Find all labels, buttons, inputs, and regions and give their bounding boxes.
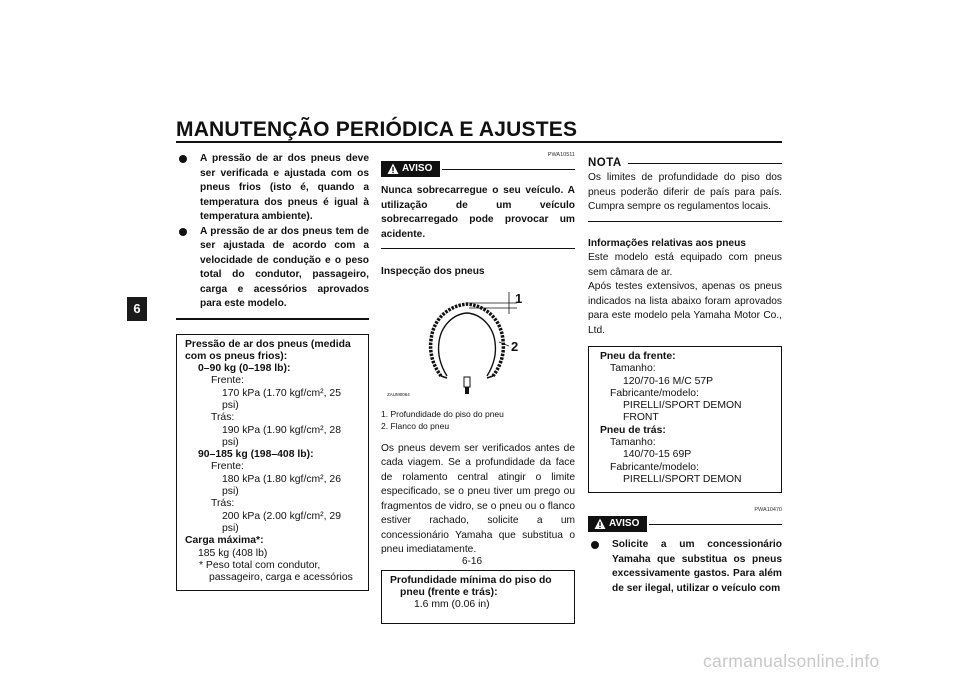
- bullet-text: A pressão de ar dos pneus tem de ser ajustada de acordo com a velocidade de condução e o peso total do condutor, passageiro, carga e acessórios aprovados para este modelo.: [200, 225, 369, 309]
- max-load-value: 185 kg (408 lb): [198, 547, 268, 559]
- page-title: MANUTENÇÃO PERIÓDICA E AJUSTES: [176, 118, 578, 141]
- aviso-badge: [588, 516, 647, 532]
- range1-rear-value: 190 kPa (1.90 kgf/cm², 28 psi): [222, 424, 341, 448]
- aviso-header: [588, 515, 782, 533]
- nota-label: NOTA: [588, 156, 622, 169]
- tyre-figure: [381, 284, 575, 409]
- warning-triangle-icon: [594, 518, 606, 530]
- column-3: [588, 152, 782, 596]
- section-heading: Inspecção dos pneus: [381, 266, 485, 277]
- front-label: Frente:: [211, 375, 244, 387]
- load-range-2: 90–185 kg (198–408 lb):: [198, 449, 314, 461]
- callout-2: 2: [511, 338, 519, 354]
- bullet-dot-icon: [179, 228, 187, 236]
- rear-label: Trás:: [211, 412, 235, 424]
- bullet-item: [588, 538, 782, 596]
- size-label: Tamanho:: [610, 437, 656, 449]
- column-2: [381, 152, 575, 624]
- nota-text: Os limites de profundidade do piso dos pneus poderão diferir de país para país. Cumpra sempre os regulamentos locais.: [588, 172, 782, 212]
- maker-label: Fabricante/modelo:: [610, 461, 699, 473]
- aviso-rule: [442, 169, 575, 170]
- inspection-body: Os pneus devem ser verificados antes de cada viagem. Se a profundidade da face de rolamento central atingir o limite especificado, se o pneu tiver um prego ou fragmentos de vidro, se o pneu ou o flanco estiver rachado, solicite a um concessionário Yamaha que substitua o pneu imediatamente.: [381, 442, 575, 555]
- rear-tyre-heading: Pneu de trás:: [600, 424, 666, 436]
- warning-end-rule: [176, 318, 369, 320]
- max-load-label: Carga máxima*:: [185, 535, 264, 547]
- page-number: 6-16: [462, 556, 483, 567]
- size-label: Tamanho:: [610, 363, 656, 375]
- front-model: FRONT: [623, 412, 659, 424]
- bullet-dot-icon: [179, 155, 187, 163]
- warning-code: PWA10511: [547, 152, 575, 158]
- load-range-1: 0–90 kg (0–198 lb):: [198, 363, 291, 375]
- info-heading: Informações relativas aos pneus: [588, 237, 746, 249]
- bullet-item: [176, 152, 369, 225]
- maker-label: Fabricante/modelo:: [610, 387, 699, 399]
- aviso-header: [381, 160, 575, 178]
- warning-text: Nunca sobrecarregue o seu veículo. A utilização de um veículo sobrecarregado pode provocar um acidente.: [381, 185, 575, 240]
- caption-2: 2. Flanco do pneu: [381, 420, 450, 431]
- info-paragraph-2: Após testes extensivos, apenas os pneus indicados na lista abaixo foram aprovados para este modelo pela Yamaha Motor Co., Ltd.: [588, 281, 782, 336]
- tyre-cross-section-illustration: [381, 284, 575, 409]
- bullet-text: A pressão de ar dos pneus deve ser verificada e ajustada com os pneus frios (isto é, quando a temperatura dos pneus é igual à temperatura ambiente).: [200, 153, 369, 222]
- bullet-text: Solicite a um concessionário Yamaha que substitua os pneus excessivamente gastos. Para além de ser ilegal, utilizar o veículo com: [612, 539, 782, 594]
- bullet-item: [176, 225, 369, 312]
- caption-1: 1. Profundidade do piso do pneu: [381, 408, 504, 419]
- front-maker: PIRELLI/SPORT DEMON: [623, 400, 742, 412]
- rear-maker: PIRELLI/SPORT DEMON: [623, 473, 742, 485]
- callout-1: 1: [515, 290, 523, 306]
- tyre-spec-box: [588, 346, 782, 493]
- nota-rule: [628, 163, 782, 164]
- rear-label: Trás:: [211, 498, 235, 510]
- depth-value: 1.6 mm (0.06 in): [414, 599, 490, 611]
- aviso-label: AVISO: [402, 163, 433, 174]
- column-1: [176, 152, 369, 591]
- warning-code: PWA10470: [754, 507, 782, 514]
- bullet-dot-icon: [591, 541, 599, 549]
- nota-header: [588, 155, 782, 171]
- range2-rear-value: 200 kPa (2.00 kgf/cm², 29 psi): [222, 510, 341, 534]
- aviso-label: AVISO: [609, 518, 640, 530]
- range2-front-value: 180 kPa (1.80 kgf/cm², 26 psi): [222, 473, 341, 498]
- tread-depth-box: [381, 570, 575, 625]
- aviso-badge: [381, 161, 440, 177]
- front-label: Frente:: [211, 461, 244, 473]
- pressure-spec-box: [176, 334, 369, 592]
- warning-triangle-icon: [387, 163, 399, 175]
- nota-end-rule: [588, 221, 782, 222]
- rear-size: 140/70-15 69P: [623, 449, 692, 461]
- footnote: * Peso total com condutor, passageiro, carga e acessórios: [199, 559, 353, 584]
- title-rule: [176, 141, 782, 143]
- range1-front-value: 170 kPa (1.70 kgf/cm², 25 psi): [222, 387, 341, 411]
- pressure-heading: Pressão de ar dos pneus (medida com os pneus frios):: [185, 338, 351, 362]
- front-size: 120/70-16 M/C 57P: [623, 375, 714, 387]
- aviso-rule: [649, 524, 782, 525]
- watermark: carmanualsonline.info: [703, 651, 880, 671]
- warning-end-rule: [381, 248, 575, 249]
- figure-captions: [381, 408, 575, 432]
- depth-heading: Profundidade mínima do piso do pneu (frente e trás):: [390, 574, 552, 598]
- info-paragraph-1: Este modelo está equipado com pneus sem câmara de ar.: [588, 252, 782, 278]
- figure-code: ZAUM0064: [387, 391, 410, 397]
- section-tab: 6: [127, 297, 147, 321]
- front-tyre-heading: Pneu da frente:: [600, 351, 676, 362]
